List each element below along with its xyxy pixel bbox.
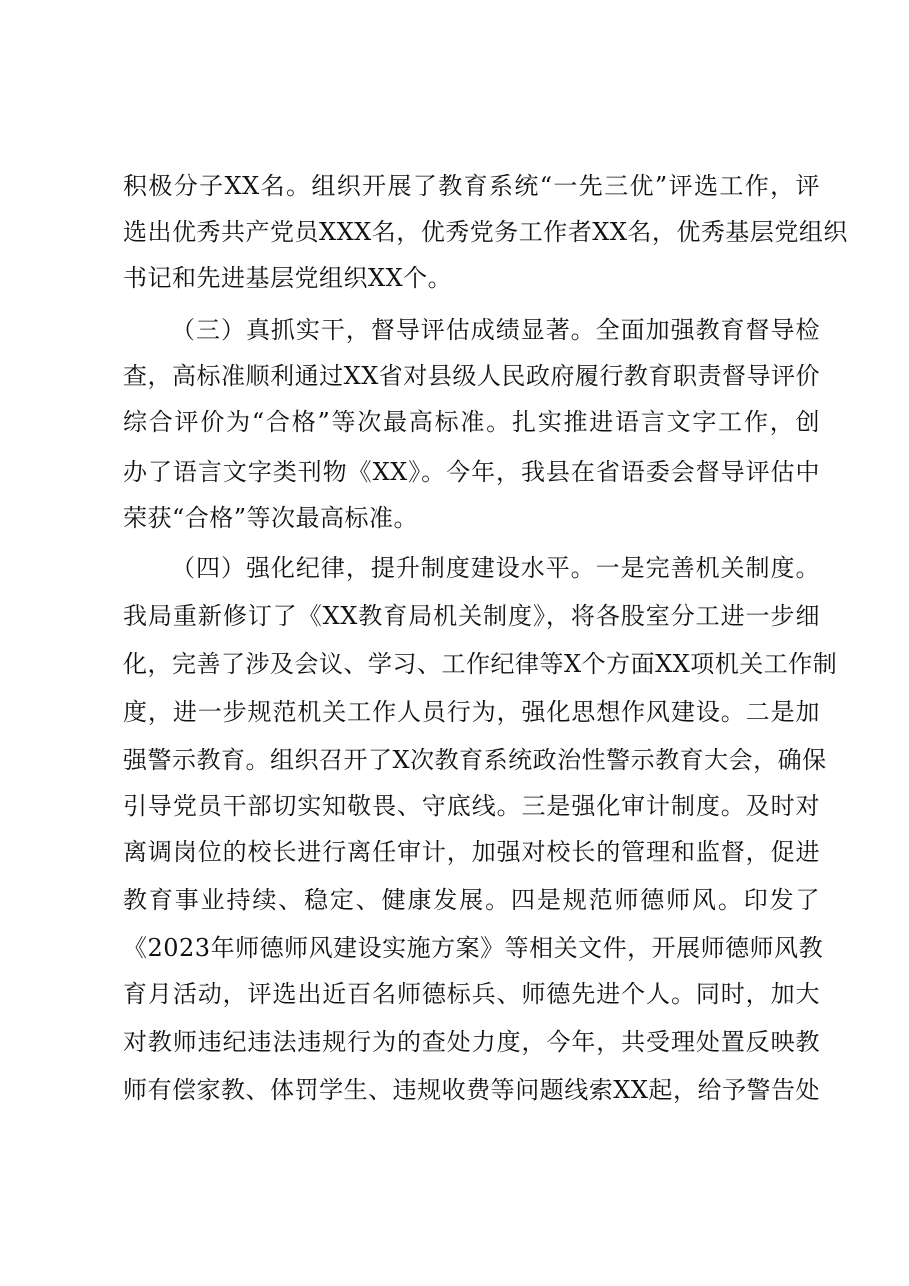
text-line: 对教师违纪违法违规行为的查处力度，今年，共受理处置反映教 <box>123 1028 820 1056</box>
text-line: 荣获“合格”等次最高标准。 <box>123 504 419 532</box>
text-line: 离调岗位的校长进行离任审计，加强对校长的管理和监督，促进 <box>123 838 820 866</box>
text-line: 《2023年师德师风建设实施方案》等相关文件，开展师德师风教 <box>123 934 824 962</box>
text-line: 选出优秀共产党员XXX名，优秀党务工作者XX名，优秀基层党组织 <box>123 218 848 246</box>
text-line: 强警示教育。组织召开了X次教育系统政治性警示教育大会，确保 <box>123 746 827 774</box>
text-line: 教育事业持续、稳定、健康发展。四是规范师德师风。印发了 <box>123 886 820 914</box>
text-line: 综合评价为“合格”等次最高标准。扎实推进语言文字工作，创 <box>123 408 820 436</box>
text-line: 师有偿家教、体罚学生、违规收费等问题线索XX起，给予警告处 <box>123 1076 820 1104</box>
paragraph-heading-3: （三）真抓实干，督导评估成绩显著。全面加强教育督导检 <box>171 316 820 344</box>
text-line: 度，进一步规范机关工作人员行为，强化思想作风建设。二是加 <box>123 698 820 726</box>
text-line: 化，完善了涉及会议、学习、工作纪律等X个方面XX项机关工作制 <box>123 650 838 678</box>
text-line: 办了语言文字类刊物《XX》。今年，我县在省语委会督导评估中 <box>123 458 820 486</box>
text-line: 查，高标准顺利通过XX省对县级人民政府履行教育职责督导评价 <box>123 362 820 390</box>
text-line: 积极分子XX名。组织开展了教育系统“一先三优”评选工作，评 <box>123 172 820 200</box>
paragraph-heading-4: （四）强化纪律，提升制度建设水平。一是完善机关制度。 <box>171 554 820 582</box>
text-line: 引导党员干部切实知敬畏、守底线。三是强化审计制度。及时对 <box>123 792 820 820</box>
text-line: 书记和先进基层党组织XX个。 <box>123 264 453 292</box>
text-line: 育月活动，评选出近百名师德标兵、师德先进个人。同时，加大 <box>123 980 820 1008</box>
text-line: 我局重新修订了《XX教育局机关制度》，将各股室分工进一步细 <box>123 602 820 630</box>
